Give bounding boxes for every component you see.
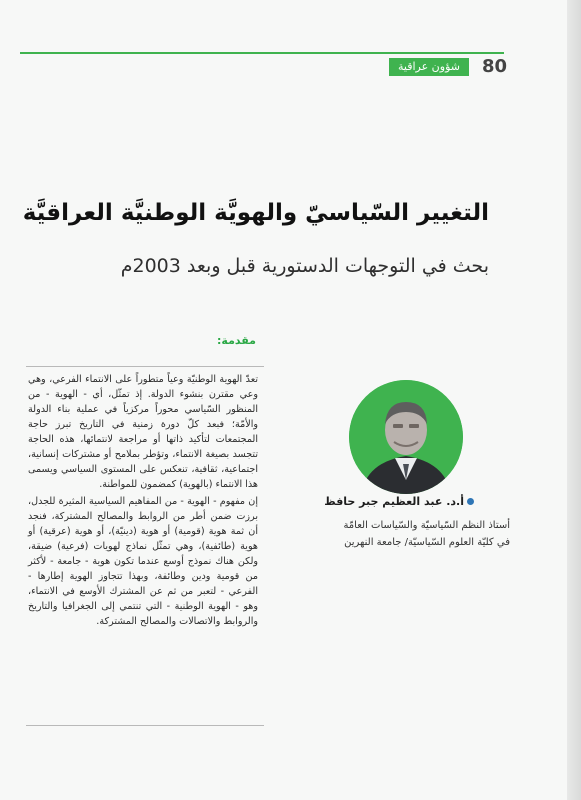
page-edge-shadow bbox=[567, 0, 581, 800]
section-tag: شؤون عراقية bbox=[389, 58, 469, 76]
author-affiliation bbox=[264, 517, 510, 551]
article-subtitle: بحث في التوجهات الدستورية قبل وبعد 2003م bbox=[120, 255, 489, 277]
author-bullet-icon bbox=[467, 498, 474, 505]
article-paragraph: إن مفهوم - الهوية - من المفاهيم السياسية المثيرة للجدل، برزت ضمن أطر من الروابط والمصالح المشتركة، فنجد أن ثمة هوية (قومية) أو هوية (دينيّة)، أو هوية (عرقية) أو هوية (طائفية)، وهي تمثّل نماذج لهويات (فرعية) ضيقة، ولكن هناك نموذج أوسع عندما تكون هوية - جامعة - لأكثر من قومية ودين وطائفة، وبهذا تتجاوز الهوية إطارها - الفرعي - لتعبر من ثم عن المشترك الأوسع في الانتماء، وهو - الهوية الوطنية - التي تنتمي إلى الجغرافيا والتاريخ والروابط والاتصالات والمصالح المشتركة. bbox=[28, 496, 258, 627]
page-number: 80 bbox=[482, 56, 508, 77]
author-name: أ.د. عبد العظيم جبر حافظ bbox=[324, 495, 464, 508]
top-rule bbox=[20, 52, 504, 54]
article-paragraph: تعدّ الهوية الوطنيّة وعياً متطوراً على الانتماء الفرعي، وهي وعي مقترن بنشوء الدولة. إذ تمثّل، أي - الهوية - من المنظور السّياسي محوراً مركزياً في عملية بناء الدولة والأمّة؛ فبعد كلّ دورة زمنية في التاريخ تبرز حاجة المجتمعات لتأكيد ذاتها أو مراجعة لانتمائها، هذه الحاجة تتجسد بصيغة الانتماء، وتؤطر بملامح أو مشتركات إنسانية، اجتماعية، ثقافية، تنعكس على المستوى السياسي ويسمى هذا الانتماء (بالهوية) كمضمون للمواطنة. bbox=[28, 374, 258, 490]
author-photo bbox=[349, 380, 463, 494]
author-portrait-icon bbox=[349, 380, 463, 494]
author-title-line: أستاذ النظم السّياسيّة والسّياسات العامّة bbox=[343, 520, 510, 531]
intro-heading: مقدمة: bbox=[217, 334, 256, 347]
author-title-line: في كليّة العلوم السّياسيّة/ جامعة النهرين bbox=[344, 537, 510, 548]
article-title: التغيير السّياسيّ والهويَّة الوطنيَّة العراقيَّة bbox=[22, 200, 489, 226]
article-body bbox=[28, 372, 258, 631]
